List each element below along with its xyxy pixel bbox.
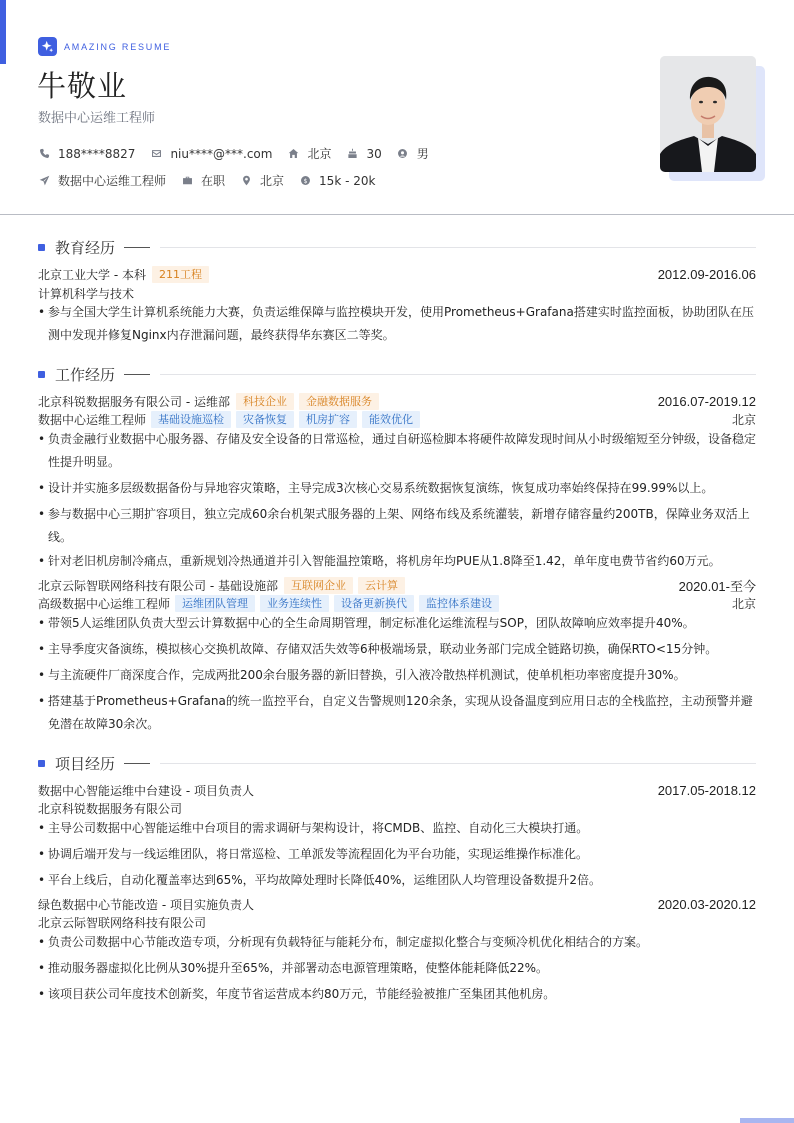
section-line (160, 374, 756, 375)
company-tag: 云计算 (358, 577, 405, 594)
skill-tag: 监控体系建设 (419, 595, 499, 612)
company-tag: 科技企业 (236, 393, 294, 410)
project-name: 数据中心智能运维中台建设 - 项目负责人 (38, 783, 254, 798)
section-title: 工作经历 (55, 365, 116, 384)
candidate-name: 牛敬业 (37, 69, 128, 103)
job-location: 北京 (731, 412, 756, 427)
sparkle-icon (38, 37, 57, 56)
job-date: 2016.07-2019.12 (657, 393, 756, 409)
city-value: 北京 (307, 147, 332, 161)
project-bullet: • 该项目获公司年度技术创新奖，年度节省运营成本约80万元，节能经验被推广至集团其他机房。 (38, 983, 756, 1006)
city-item (287, 145, 331, 162)
project-date: 2017.05-2018.12 (657, 782, 756, 798)
education-date: 2012.09-2016.06 (657, 266, 756, 282)
intent-row (38, 172, 390, 189)
left-accent-bar (0, 0, 6, 64)
status-value: 在职 (201, 174, 226, 188)
education-major-row (38, 284, 756, 302)
job-bullet: • 参与数据中心三期扩容项目，独立完成60余台机架式服务器的上架、网络布线及系统灌装，新增存储容量约200TB，保障业务双活上线。 (38, 503, 756, 549)
skill-tag: 能效优化 (362, 411, 420, 428)
svg-text:$: $ (303, 177, 308, 185)
education-bullet: • 参与全国大学生计算机系统能力大赛，负责运维保障与监控模块开发，使用Prometheus+Grafana搭建实时监控面板，协助团队在压测中发现并修复Nginx内存泄漏问题，最终获得华东赛区二等奖。 (38, 301, 756, 347)
skill-tag: 机房扩容 (299, 411, 357, 428)
job-title: 数据中心运维工程师 (38, 111, 156, 126)
job-date: 2020.01-至今 (678, 578, 756, 594)
section-projects (38, 754, 756, 772)
project-bullet: • 主导公司数据中心智能运维中台项目的需求调研与架构设计，将CMDB、监控、自动化三大模块打通。 (38, 817, 756, 840)
section-work (38, 365, 756, 383)
status-item (181, 172, 225, 189)
school-tag: 211工程 (152, 266, 209, 283)
position-value: 数据中心运维工程师 (58, 174, 167, 188)
project-org-row (38, 799, 756, 817)
phone-value: 188****8827 (58, 146, 136, 161)
job-bullet: • 设计并实施多层级数据备份与异地容灾策略，主导完成3次核心交易系统数据恢复演练，恢复成功率始终保持在99.99%以上。 (38, 477, 756, 500)
skill-tag: 运维团队管理 (175, 595, 255, 612)
company-tag: 互联网企业 (284, 577, 353, 594)
job-role: 高级数据中心运维工程师 (38, 596, 171, 611)
gender-value: 男 (416, 147, 429, 161)
brand-label: AMAZING RESUME (64, 41, 172, 52)
home-icon (287, 148, 299, 160)
location-icon (240, 175, 252, 187)
salary-item (299, 174, 375, 188)
location-value: 北京 (260, 174, 285, 188)
project-bullet: • 协调后端开发与一线运维团队，将日常巡检、工单派发等流程固化为平台功能，实现运维操作标准化。 (38, 843, 756, 866)
email-value: niu****@***.com (170, 146, 273, 161)
project-org: 北京科锐数据服务有限公司 (38, 801, 183, 816)
school-name: 北京工业大学 - 本科 (38, 267, 146, 282)
job-role-row (38, 410, 756, 428)
section-title: 教育经历 (55, 238, 116, 257)
project-bullet: • 负责公司数据中心节能改造专项，分析现有负载特征与能耗分布，制定虚拟化整合与变频冷机优化相结合的方案。 (38, 931, 756, 954)
section-bullet (38, 371, 45, 378)
job-bullet: • 针对老旧机房制冷痛点，重新规划冷热通道并引入智能温控策略，将机房年均PUE从1.8降至1.42，单年度电费节省约60万元。 (38, 550, 756, 573)
project-bullet: • 推动服务器虚拟化比例从30%提升至65%，并部署动态电源管理策略，使整体能耗降低22%。 (38, 957, 756, 980)
job-role-row (38, 594, 756, 612)
age-value: 30 (366, 146, 382, 161)
company-name: 北京科锐数据服务有限公司 - 运维部 (38, 394, 230, 409)
skill-tag: 业务连续性 (260, 595, 329, 612)
project-org: 北京云际智联网络科技有限公司 (38, 915, 207, 930)
salary-value: 15k - 20k (319, 173, 376, 188)
location-item (240, 172, 284, 189)
bottom-accent-bar (740, 1118, 794, 1123)
email-item (150, 147, 272, 161)
project-header (38, 895, 756, 913)
profile-photo (660, 56, 756, 172)
contact-row (38, 145, 444, 162)
section-bullet (38, 244, 45, 251)
job-bullet: • 搭建基于Prometheus+Grafana的统一监控平台，自定义告警规则120余条，实现从设备温度到应用日志的全栈监控，主动预警并避免潜在故障30余次。 (38, 690, 756, 736)
age-item (346, 147, 381, 161)
section-title: 项目经历 (55, 754, 116, 773)
phone-item (38, 147, 135, 161)
job-location: 北京 (731, 596, 756, 611)
job-header (38, 392, 756, 410)
section-bullet (38, 760, 45, 767)
project-bullet: • 平台上线后，自动化覆盖率达到65%，平均故障处理时长降低40%，运维团队人均管理设备数提升2倍。 (38, 869, 756, 892)
phone-icon (38, 148, 50, 160)
job-bullet: • 主导季度灾备演练，模拟核心交换机故障、存储双活失效等6种极端场景，联动业务部门完成全链路切换，确保RTO<15分钟。 (38, 638, 756, 661)
send-icon (38, 175, 50, 187)
section-education (38, 238, 756, 256)
mail-icon (150, 148, 162, 160)
job-bullet: • 与主流硬件厂商深度合作，完成两批200余台服务器的新旧替换，引入液冷散热样机测试，使单机柜功率密度提升30%。 (38, 664, 756, 687)
section-dash (124, 247, 150, 248)
project-date: 2020.03-2020.12 (657, 896, 756, 912)
job-header (38, 576, 756, 594)
project-org-row (38, 913, 756, 931)
section-dash (124, 374, 150, 375)
company-tag: 金融数据服务 (299, 393, 379, 410)
education-header (38, 265, 756, 283)
section-dash (124, 763, 150, 764)
briefcase-icon (181, 175, 193, 187)
job-role: 数据中心运维工程师 (38, 412, 147, 427)
project-header (38, 781, 756, 799)
money-icon (299, 175, 311, 187)
gender-item (397, 145, 429, 162)
project-name: 绿色数据中心节能改造 - 项目实施负责人 (38, 897, 254, 912)
position-item (38, 172, 166, 189)
job-bullet: • 负责金融行业数据中心服务器、存储及安全设备的日常巡检，通过自研巡检脚本将硬件故障发现时间从小时级缩短至分钟级，设备稳定性提升明显。 (38, 428, 756, 474)
section-line (160, 247, 756, 248)
header-divider (0, 214, 794, 215)
major: 计算机科学与技术 (38, 286, 135, 301)
job-bullet: • 带领5人运维团队负责大型云计算数据中心的全生命周期管理，制定标准化运维流程与SOP，团队故障响应效率提升40%。 (38, 612, 756, 635)
cake-icon (346, 148, 358, 160)
company-name: 北京云际智联网络科技有限公司 - 基础设施部 (38, 578, 278, 593)
gender-icon (397, 148, 409, 160)
section-line (160, 763, 756, 764)
skill-tag: 灾备恢复 (236, 411, 294, 428)
brand (38, 37, 171, 56)
skill-tag: 基础设施巡检 (151, 411, 231, 428)
skill-tag: 设备更新换代 (334, 595, 414, 612)
